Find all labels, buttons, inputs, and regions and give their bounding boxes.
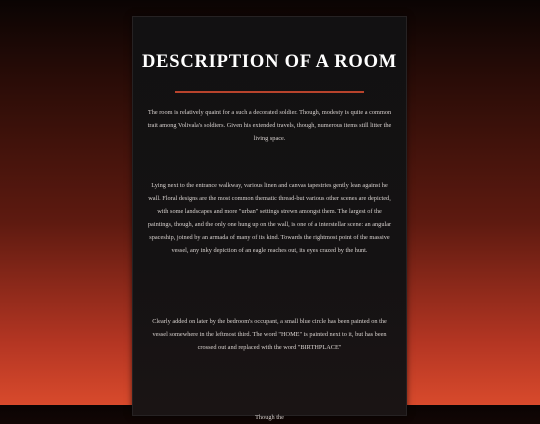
paragraph-continued: Though the xyxy=(255,414,284,421)
title-divider xyxy=(175,91,364,93)
paragraph-blue-circle: Clearly added on later by the bedroom's occupant, a small blue circle has been painted on the vessel somewhere in the leftmost third. The word "HOME" is painted next to it, but has been crossed out and replaced with the word "BIRTHPLACE" xyxy=(152,318,387,351)
paragraph-intro: The room is relatively quaint for a such a decorated soldier. Though, modesty is quite a common trait among Volivala's soldiers. Given his extended travels, though, numerous items still litter the living space. xyxy=(147,109,392,142)
page-title: DESCRIPTION OF A ROOM xyxy=(141,52,398,72)
paragraph-tapestries: Lying next to the entrance walkway, various linen and canvas tapestries gently lean against he wall. Floral designs are the most common thematic thread-but various other scenes are depicted, with some landscapes and more "urban" settings strewn amongst them. The largest of the paintings, though, and the only one hung up on the wall, is one of a interstellar scene: an angular spaceship, joined by an armada of many of its kind. Towards the rightmost point of the massive vessel, any inky depiction of an eagle reaches out, its eyes crazed by the hunt. xyxy=(147,182,392,254)
content-panel xyxy=(132,16,407,421)
